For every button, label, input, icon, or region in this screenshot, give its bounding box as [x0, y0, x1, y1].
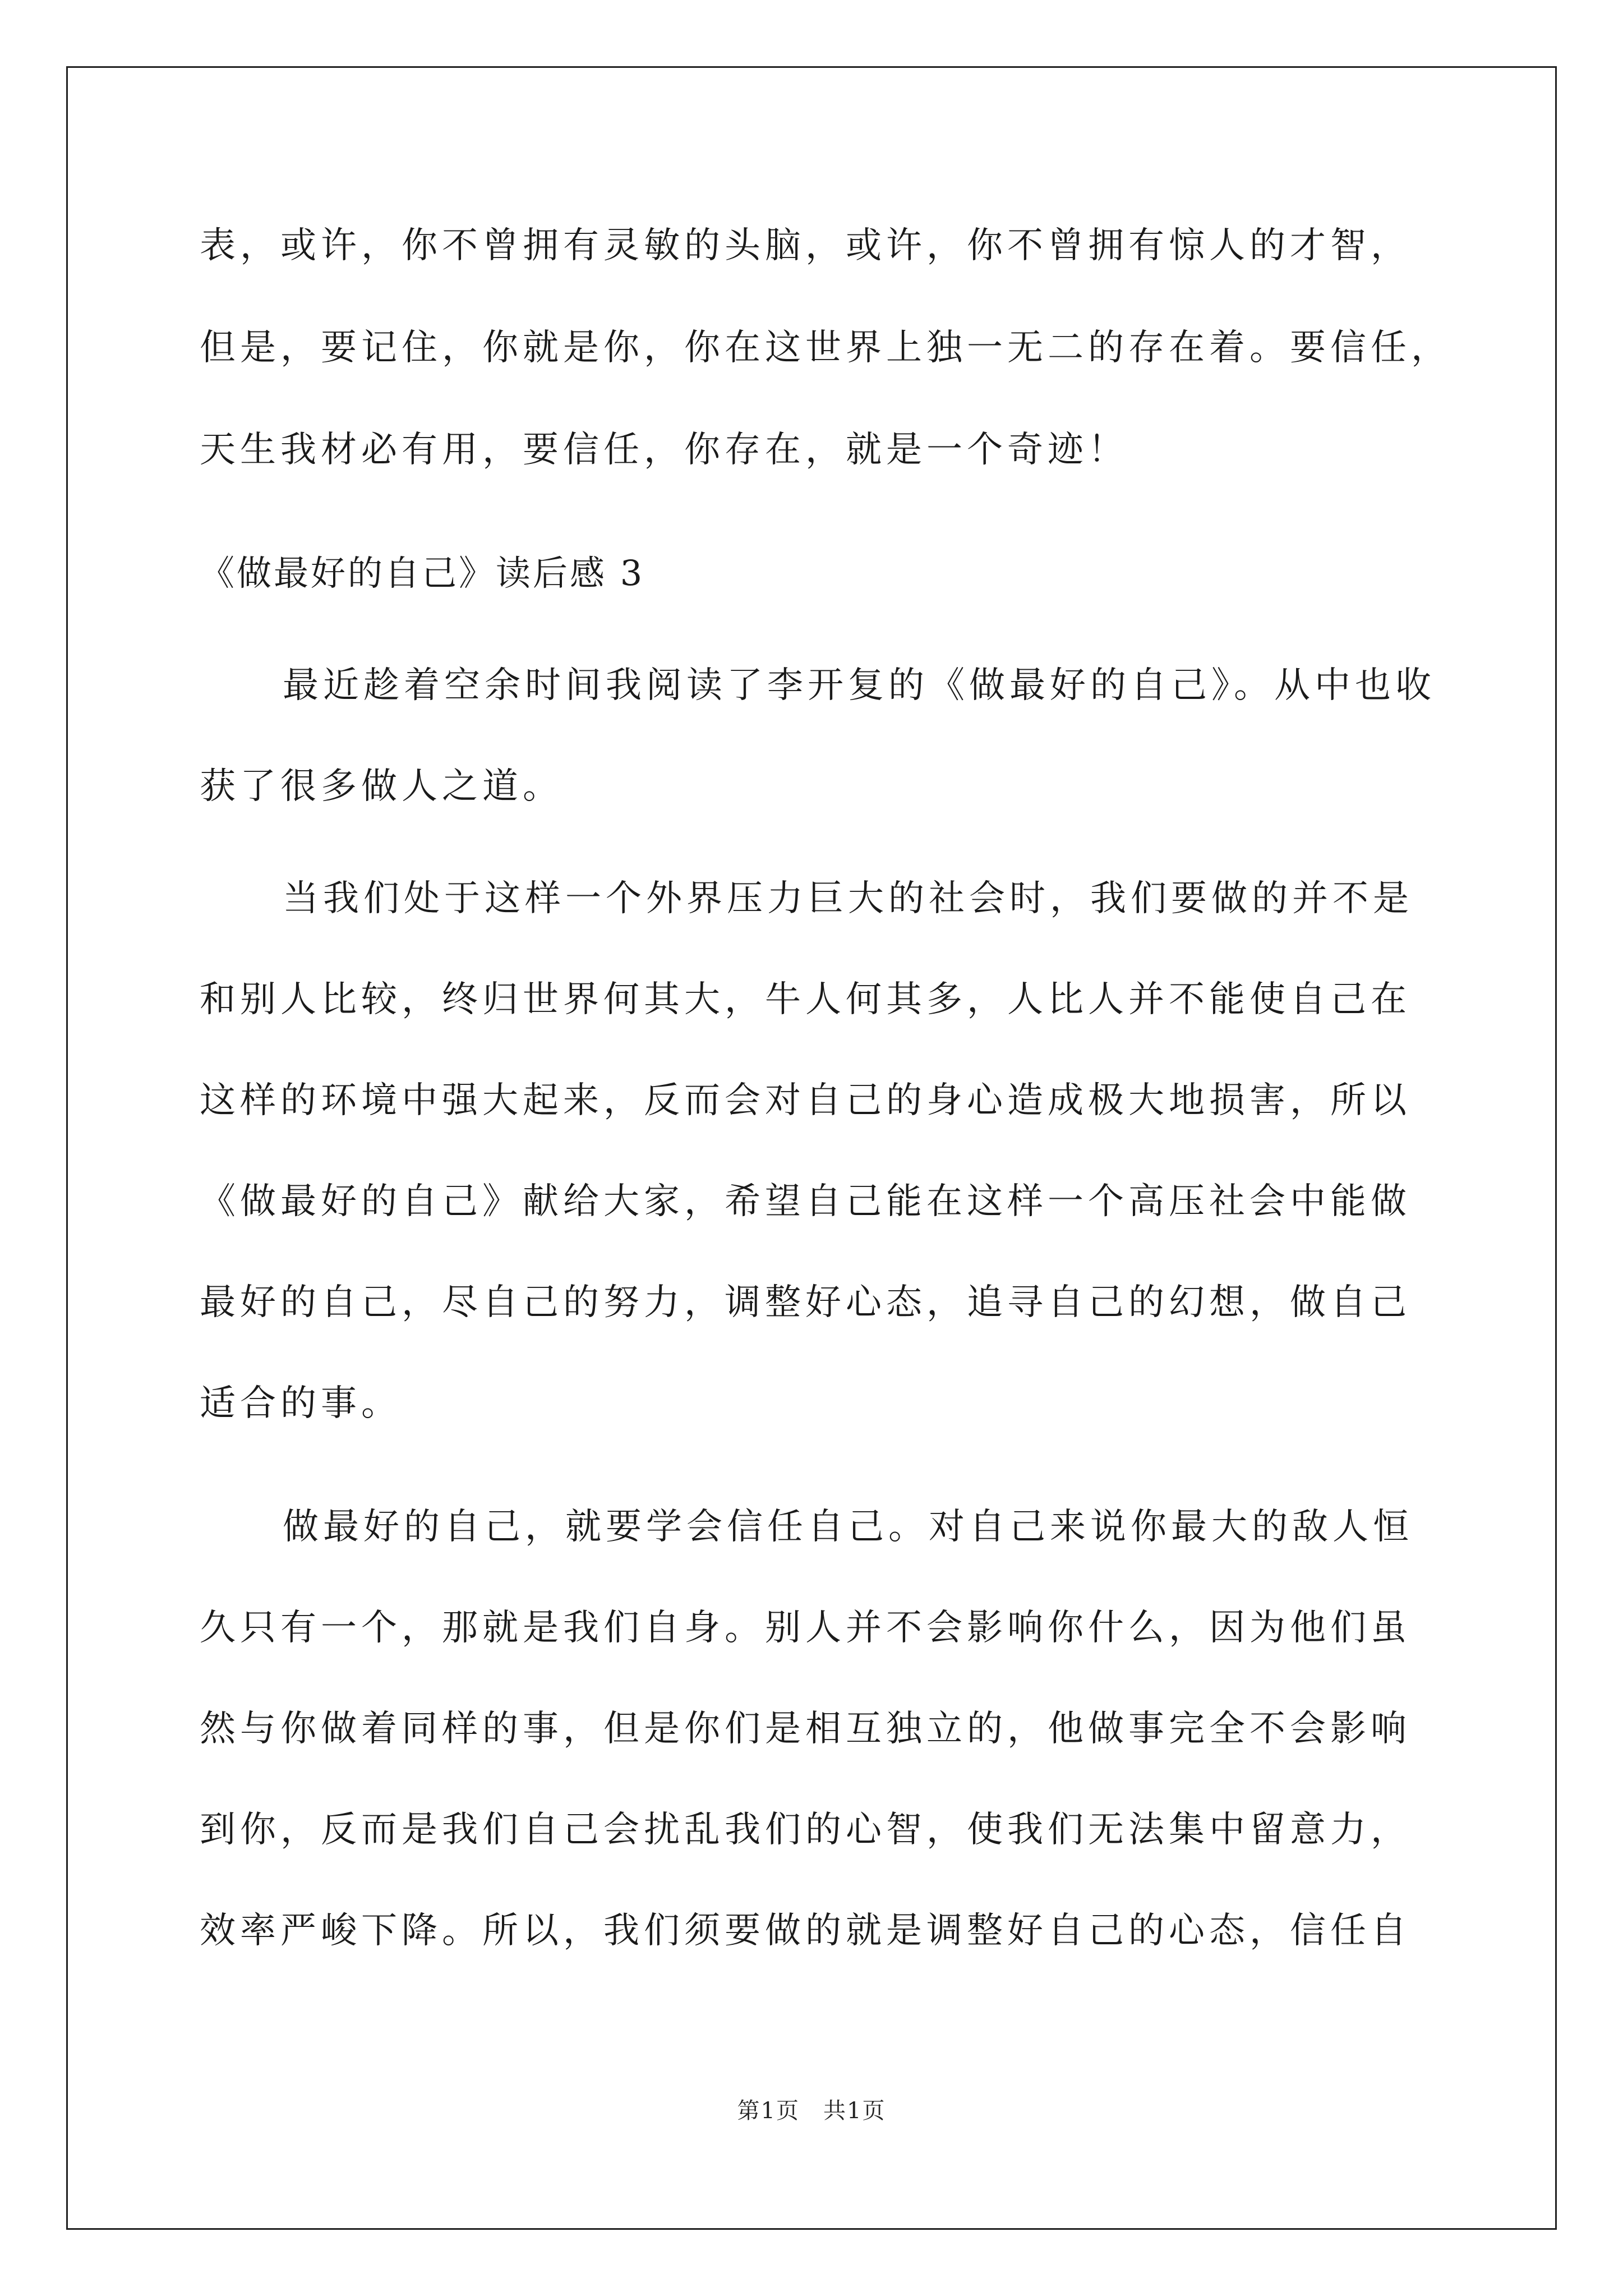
- section-heading: 《做最好的自己》读后感 3: [200, 553, 645, 593]
- body-line-16: 到你，反而是我们自己会扰乱我们的心智，使我们无法集中留意力，: [200, 1809, 1411, 1851]
- body-line-17: 效率严峻下降。所以，我们须要做的就是调整好自己的心态，信任自: [200, 1910, 1411, 1952]
- body-line-13: 做最好的自己，就要学会信任自己。对自己来说你最大的敌人恒: [283, 1506, 1413, 1548]
- body-line-15: 然与你做着同样的事，但是你们是相互独立的，他做事完全不会影响: [200, 1708, 1411, 1750]
- body-line-3: 天生我材必有用，要信任，你存在，就是一个奇迹！: [200, 429, 1128, 471]
- body-line-6: 获了很多做人之道。: [200, 766, 563, 807]
- page-border: [66, 66, 1557, 2230]
- page-footer: 第1页 共1页: [737, 2098, 886, 2124]
- body-line-11: 最好的自己，尽自己的努力，调整好心态，追寻自己的幻想，做自己: [200, 1282, 1411, 1323]
- body-line-7: 当我们处于这样一个外界压力巨大的社会时，我们要做的并不是: [283, 878, 1413, 919]
- body-line-10: 《做最好的自己》献给大家，希望自己能在这样一个高压社会中能做: [200, 1181, 1411, 1222]
- body-line-12: 适合的事。: [200, 1383, 402, 1424]
- body-line-5: 最近趁着空余时间我阅读了李开复的《做最好的自己》。从中也收: [283, 665, 1436, 706]
- body-line-8: 和别人比较，终归世界何其大，牛人何其多，人比人并不能使自己在: [200, 979, 1411, 1020]
- body-line-1: 表，或许，你不曾拥有灵敏的头脑，或许，你不曾拥有惊人的才智，: [200, 225, 1411, 266]
- body-line-9: 这样的环境中强大起来，反而会对自己的身心造成极大地损害，所以: [200, 1080, 1411, 1121]
- body-line-2: 但是，要记住，你就是你，你在这世界上独一无二的存在着。要信任，: [200, 327, 1451, 369]
- body-line-14: 久只有一个，那就是我们自身。别人并不会影响你什么，因为他们虽: [200, 1607, 1411, 1649]
